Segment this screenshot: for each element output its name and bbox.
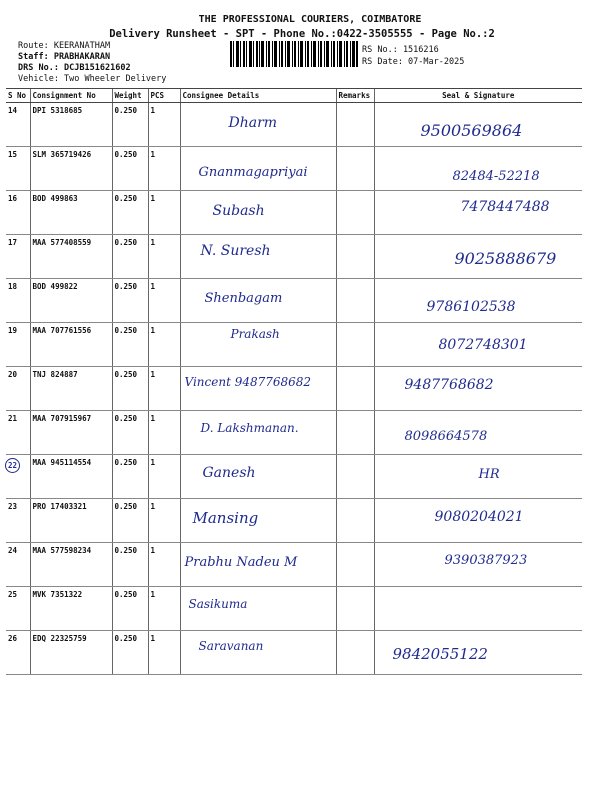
consignee-handwriting: Shenbagam (204, 291, 283, 306)
row-signature (374, 455, 582, 499)
signature-handwriting: 9390387923 (444, 553, 528, 568)
row-consignment: BOD 499863 (30, 191, 112, 235)
row-sno: 20 (6, 367, 30, 411)
row-remarks (336, 367, 374, 411)
consignee-handwriting: Ganesh (202, 465, 256, 481)
row-consignee (180, 191, 336, 235)
table-row (6, 543, 582, 587)
row-remarks (336, 631, 374, 675)
col-header-weight: Weight (112, 89, 148, 103)
row-signature (374, 147, 582, 191)
col-header-consignment: Consignment No (30, 89, 112, 103)
row-remarks (336, 543, 374, 587)
table-row (6, 411, 582, 455)
consignee-handwriting: Prakash (230, 327, 280, 341)
row-consignment: TNJ 824887 (30, 367, 112, 411)
row-pcs: 1 (148, 631, 180, 675)
drs-info: DRS No.: DCJB151621602 (18, 63, 131, 73)
row-signature (374, 323, 582, 367)
row-pcs: 1 (148, 279, 180, 323)
consignee-handwriting: Gnanmagapriyai (198, 165, 308, 180)
row-sno: 14 (6, 103, 30, 147)
circled-sno: 22 (5, 458, 20, 473)
signature-handwriting: 82484-52218 (452, 169, 540, 184)
table-row (6, 499, 582, 543)
row-consignee (180, 587, 336, 631)
row-remarks (336, 279, 374, 323)
route-info: Route: KEERANATHAM (18, 41, 111, 51)
signature-handwriting: 8098664578 (404, 429, 488, 444)
rs-info (362, 44, 464, 68)
row-sno: 17 (6, 235, 30, 279)
row-sno (6, 455, 30, 499)
row-consignment: MAA 577408559 (30, 235, 112, 279)
col-header-consignee: Consignee Details (180, 89, 336, 103)
row-weight: 0.250 (112, 367, 148, 411)
row-consignee (180, 631, 336, 675)
table-row (6, 323, 582, 367)
col-header-sno: S No (6, 89, 30, 103)
signature-handwriting: 9487768682 (404, 377, 494, 393)
row-consignment: MAA 707915967 (30, 411, 112, 455)
row-consignment: BOD 499822 (30, 279, 112, 323)
signature-handwriting: 7478447488 (460, 199, 550, 215)
row-consignment: SLM 365719426 (30, 147, 112, 191)
row-remarks (336, 235, 374, 279)
row-remarks (336, 191, 374, 235)
row-signature (374, 367, 582, 411)
runsheet-table (6, 88, 582, 675)
signature-handwriting: 9080204021 (434, 509, 524, 525)
row-pcs: 1 (148, 587, 180, 631)
row-consignment: MVK 7351322 (30, 587, 112, 631)
row-weight: 0.250 (112, 499, 148, 543)
row-remarks (336, 323, 374, 367)
consignee-handwriting: Subash (212, 203, 265, 219)
row-weight: 0.250 (112, 103, 148, 147)
table-row (6, 631, 582, 675)
row-consignee (180, 279, 336, 323)
row-consignee (180, 367, 336, 411)
row-remarks (336, 411, 374, 455)
row-sno: 15 (6, 147, 30, 191)
row-signature (374, 587, 582, 631)
row-sno: 16 (6, 191, 30, 235)
consignee-handwriting: Saravanan (198, 639, 264, 653)
row-sno: 25 (6, 587, 30, 631)
row-pcs: 1 (148, 543, 180, 587)
row-weight: 0.250 (112, 235, 148, 279)
row-sno: 24 (6, 543, 30, 587)
company-title: THE PROFESSIONAL COURIERS, COIMBATORE (198, 14, 422, 25)
row-weight: 0.250 (112, 279, 148, 323)
row-consignee (180, 411, 336, 455)
row-weight: 0.250 (112, 455, 148, 499)
consignee-handwriting: Sasikuma (188, 597, 248, 611)
row-remarks (336, 103, 374, 147)
row-pcs: 1 (148, 499, 180, 543)
row-pcs: 1 (148, 103, 180, 147)
consignee-handwriting: Dharm (228, 115, 278, 131)
row-consignment: PRO 17403321 (30, 499, 112, 543)
row-sno: 19 (6, 323, 30, 367)
consignee-handwriting: Vincent 9487768682 (184, 375, 312, 389)
row-pcs: 1 (148, 323, 180, 367)
signature-handwriting: 9500569864 (420, 121, 523, 140)
table-row (6, 191, 582, 235)
col-header-signature: Seal & Signature (374, 89, 582, 103)
row-pcs: 1 (148, 455, 180, 499)
row-consignee (180, 235, 336, 279)
col-header-remarks: Remarks (336, 89, 374, 103)
rs-number: RS No.: 1516216 (362, 45, 439, 55)
row-remarks (336, 147, 374, 191)
runsheet-subtitle: Delivery Runsheet - SPT - Phone No.:0422-3505555 - Page No.:2 (109, 28, 495, 40)
row-consignee (180, 543, 336, 587)
barcode (230, 41, 358, 67)
row-sno: 23 (6, 499, 30, 543)
row-signature (374, 631, 582, 675)
table-row (6, 279, 582, 323)
table-row (6, 147, 582, 191)
row-weight: 0.250 (112, 147, 148, 191)
row-signature (374, 499, 582, 543)
row-weight: 0.250 (112, 411, 148, 455)
table-row (6, 455, 582, 499)
consignee-handwriting: D. Lakshmanan. (200, 421, 299, 435)
row-weight: 0.250 (112, 587, 148, 631)
table-row (6, 587, 582, 631)
row-sno: 26 (6, 631, 30, 675)
row-pcs: 1 (148, 147, 180, 191)
row-sno: 21 (6, 411, 30, 455)
row-consignment: MAA 707761556 (30, 323, 112, 367)
row-weight: 0.250 (112, 631, 148, 675)
row-pcs: 1 (148, 367, 180, 411)
row-remarks (336, 455, 374, 499)
col-header-pcs: PCS (148, 89, 180, 103)
row-consignment: DPI 5318685 (30, 103, 112, 147)
signature-handwriting: 8072748301 (438, 337, 528, 353)
row-signature (374, 279, 582, 323)
row-consignee (180, 147, 336, 191)
row-consignment: MAA 945114554 (30, 455, 112, 499)
row-weight: 0.250 (112, 543, 148, 587)
table-row (6, 235, 582, 279)
row-signature (374, 103, 582, 147)
row-consignment: MAA 577598234 (30, 543, 112, 587)
signature-handwriting: 9842055122 (392, 645, 488, 663)
row-pcs: 1 (148, 191, 180, 235)
vehicle-info: Vehicle: Two Wheeler Delivery (18, 74, 167, 84)
table-row (6, 103, 582, 147)
row-sno: 18 (6, 279, 30, 323)
row-signature (374, 191, 582, 235)
row-consignee (180, 323, 336, 367)
row-consignee (180, 455, 336, 499)
row-signature (374, 235, 582, 279)
row-weight: 0.250 (112, 323, 148, 367)
signature-handwriting: 9025888679 (454, 249, 557, 268)
row-consignee (180, 499, 336, 543)
row-consignment: EDQ 22325759 (30, 631, 112, 675)
row-pcs: 1 (148, 411, 180, 455)
row-weight: 0.250 (112, 191, 148, 235)
row-signature (374, 411, 582, 455)
signature-handwriting: 9786102538 (426, 299, 516, 315)
row-remarks (336, 499, 374, 543)
row-remarks (336, 587, 374, 631)
consignee-handwriting: Mansing (192, 509, 259, 527)
row-signature (374, 543, 582, 587)
row-pcs: 1 (148, 235, 180, 279)
signature-handwriting: HR (478, 467, 500, 482)
table-header-row (6, 89, 582, 103)
rs-date: RS Date: 07-Mar-2025 (362, 57, 465, 67)
table-row (6, 367, 582, 411)
consignee-handwriting: Prabhu Nadeu M (184, 555, 298, 570)
consignee-handwriting: N. Suresh (200, 243, 271, 259)
staff-info: Staff: PRABHAKARAN (18, 52, 111, 62)
row-consignee (180, 103, 336, 147)
